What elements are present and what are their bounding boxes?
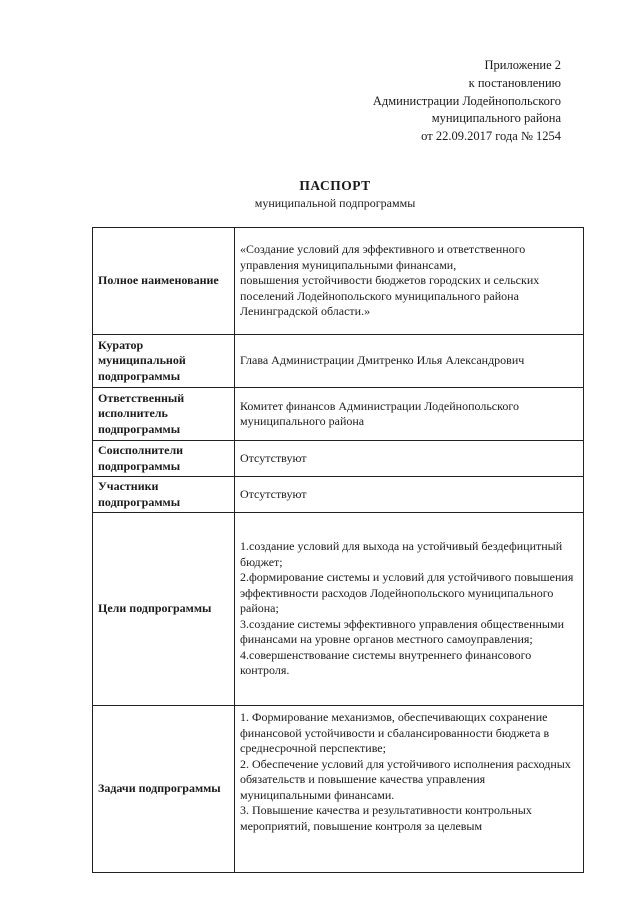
row-value bbox=[235, 513, 584, 706]
name-line: «Создание условий для эффективного и ответственного управления муниципальными финансами, bbox=[240, 242, 526, 272]
appendix-line: от 22.09.2017 года № 1254 bbox=[421, 129, 561, 144]
goal-item: 1.создание условий для выхода на устойчивый бездефицитный бюджет; bbox=[240, 539, 563, 569]
task-item: 2. Обеспечение условий для устойчивого исполнения расходных обязательств и повышение качества управления муниципальными финансами. bbox=[240, 756, 571, 802]
appendix-line: Приложение 2 bbox=[484, 58, 561, 72]
table-row-goals bbox=[93, 513, 584, 706]
document-subtitle: муниципальной подпрограммы bbox=[254, 196, 416, 210]
appendix-line: к постановлению bbox=[468, 75, 561, 90]
goal-item: 3.создание системы эффективного управления общественными финансами на уровне органов местного самоуправления; bbox=[240, 616, 565, 647]
row-label: Цели подпрограммы bbox=[93, 513, 235, 706]
goal-item: 2.формирование системы и условий для устойчивого повышения эффективности расходов Лодейнопольского муниципального района; bbox=[240, 570, 574, 616]
appendix-line: муниципального района bbox=[431, 111, 561, 126]
task-item: 3. Повышение качества и результативности контрольных мероприятий, повышение контроля за целевым bbox=[240, 803, 532, 833]
row-label: Полное наименование bbox=[93, 228, 235, 335]
row-value: Отсутствуют bbox=[235, 441, 584, 477]
row-label: Участники подпрограммы bbox=[93, 477, 235, 513]
row-value bbox=[235, 706, 584, 873]
table-row-coexecutors bbox=[93, 441, 584, 477]
task-item: 1. Формирование механизмов, обеспечивающих сохранение финансовой устойчивости и сбалансированности бюджета в среднесрочной перспективе; bbox=[240, 710, 550, 755]
row-value bbox=[235, 228, 584, 335]
table-row-participants bbox=[93, 477, 584, 513]
row-label: Ответственный исполнитель подпрограммы bbox=[93, 388, 235, 441]
table-row-responsible bbox=[93, 388, 584, 441]
table-row-curator bbox=[93, 335, 584, 388]
row-value: Отсутствуют bbox=[235, 477, 584, 513]
table-row-full-name bbox=[93, 228, 584, 335]
document-title: ПАСПОРТ bbox=[299, 178, 371, 193]
appendix-line: Администрации Лодейнопольского bbox=[372, 93, 561, 108]
row-value: Комитет финансов Администрации Лодейнопольского муниципального района bbox=[235, 388, 584, 441]
row-label: Куратор муниципальной подпрограммы bbox=[93, 335, 235, 388]
appendix-header bbox=[301, 57, 561, 146]
row-label: Соисполнители подпрограммы bbox=[93, 441, 235, 477]
goal-item: 4.совершенствование системы внутреннего финансового контроля. bbox=[240, 647, 532, 678]
passport-table bbox=[92, 227, 584, 873]
table-row-tasks bbox=[93, 706, 584, 873]
row-value: Глава Администрации Дмитренко Илья Александрович bbox=[235, 335, 584, 388]
name-line: повышения устойчивости бюджетов городских и сельских поселений Лодейнопольского муниципального района Ленинградской области.» bbox=[240, 273, 540, 319]
row-label: Задачи подпрограммы bbox=[93, 706, 235, 873]
